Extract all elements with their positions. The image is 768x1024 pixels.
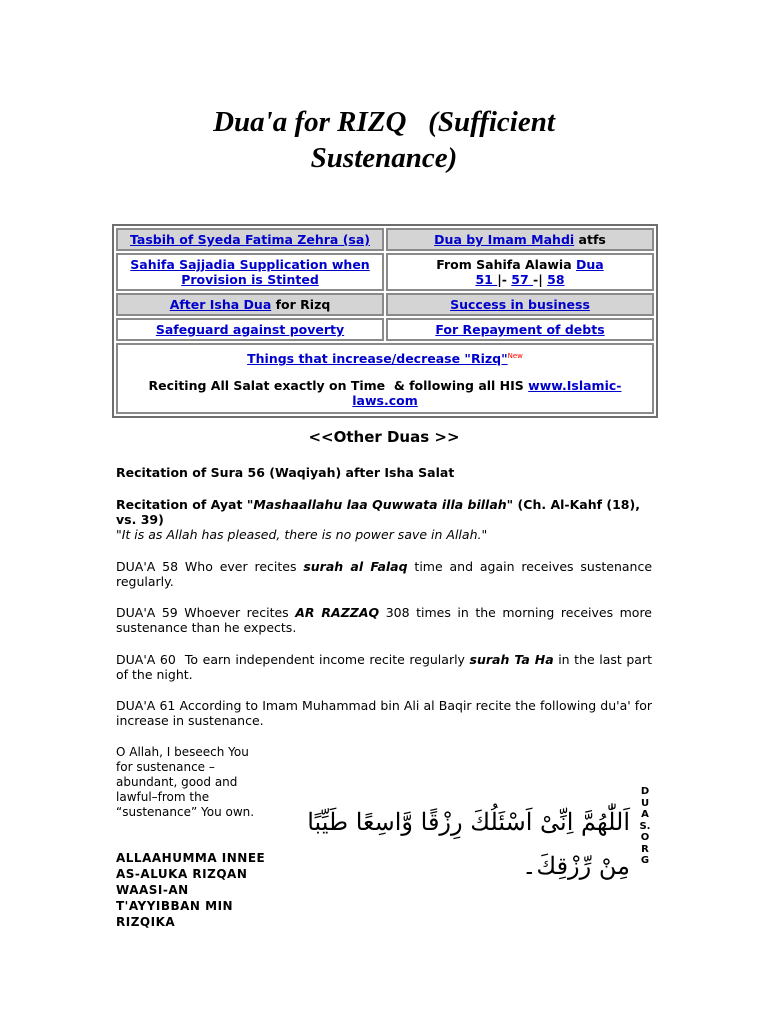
dua-59 xyxy=(116,605,652,635)
page-title-line2: Sustenance) xyxy=(310,142,458,174)
dua-58-text-a: DUA'A 58 Who ever recites xyxy=(116,559,304,574)
dua-58 xyxy=(116,559,652,589)
repayment-debts-link[interactable]: For Repayment of debts xyxy=(435,322,605,337)
separator-2: -| xyxy=(533,272,548,287)
dua-59-text-c: 308 times in the morning receives more sustenance than he expects. xyxy=(116,605,653,635)
safeguard-poverty-link[interactable]: Safeguard against poverty xyxy=(155,322,345,337)
links-table xyxy=(112,224,658,418)
sahifa-sajjadia-link[interactable]: Sahifa Sajjadia Supplication when Provision is Stinted xyxy=(130,257,370,287)
after-isha-dua-link[interactable]: After Isha Dua xyxy=(169,297,272,312)
links-cell-sahifa-alawia xyxy=(386,253,654,291)
dua-59-text-a: DUA'A 59 Whoever recites xyxy=(116,605,296,620)
dua-57-link[interactable]: 57 xyxy=(511,272,534,287)
dua-58-link[interactable]: 58 xyxy=(547,272,565,287)
dua-60-text-c: in the last part of the night. xyxy=(116,652,652,682)
new-badge: New xyxy=(507,352,523,360)
islamic-laws-link[interactable]: www.Islamic-laws.com xyxy=(352,378,622,409)
page-title-line1: Dua'a for RIZQ (Sufficient xyxy=(213,106,555,138)
ayat-translation: "It is as Allah has pleased, there is no power save in Allah." xyxy=(116,527,488,542)
links-cell-success xyxy=(386,293,654,316)
dua-imam-mahdi-link[interactable]: Dua by Imam Mahdi xyxy=(434,232,575,247)
dua-51-link[interactable]: 51 xyxy=(475,272,498,287)
dua-60 xyxy=(116,652,652,682)
links-cell-imam-mahdi xyxy=(386,228,654,251)
other-duas-heading: <<Other Duas >> xyxy=(308,428,460,446)
links-cell-sahifa-sajjadia xyxy=(116,253,384,291)
arabic-dua-text: اَللّٰهُمَّ اِنِّىْ اَسْئَلُكَ رِزْقًا وَّاسِعًا طَيِّبًا مِنْ رِّزْقِكَ۔ xyxy=(307,808,630,880)
dua-transliteration: ALLAAHUMMA INNEE AS-ALUKA RIZQAN WAASI-AN T'AYYIBBAN MIN RIZQIKA xyxy=(116,851,266,929)
dua-59-name: AR RAZZAQ xyxy=(295,605,380,620)
increase-decrease-rizq-link[interactable]: Things that increase/decrease "Rizq" xyxy=(247,351,508,367)
dua-60-surah: surah Ta Ha xyxy=(469,652,554,667)
salat-on-time-text: Reciting All Salat exactly on Time & following all HIS xyxy=(148,378,529,394)
dua-61: DUA'A 61 According to Imam Muhammad bin Ali al Baqir recite the following du'a' for increase in sustenance. xyxy=(116,698,652,728)
separator-1: |- xyxy=(497,272,512,287)
dua-60-text-a: DUA'A 60 To earn independent income recite regularly xyxy=(116,652,470,667)
links-cell-rizq-info xyxy=(116,343,654,414)
links-cell-tasbih xyxy=(116,228,384,251)
links-cell-repayment xyxy=(386,318,654,341)
ayat-recitation xyxy=(116,497,652,542)
page-title xyxy=(0,104,768,176)
links-cell-safeguard xyxy=(116,318,384,341)
sura56-recitation: Recitation of Sura 56 (Waqiyah) after Isha Salat xyxy=(116,465,455,480)
sahifa-alawia-dua-link[interactable]: Dua xyxy=(576,257,604,272)
duas-org-logo: DUAS.ORG xyxy=(639,786,651,866)
ayat-quote: "Mashaallahu laa Quwwata illa billah" xyxy=(246,497,514,512)
links-cell-after-isha xyxy=(116,293,384,316)
success-in-business-link[interactable]: Success in business xyxy=(450,297,590,312)
ayat-suffix: (Ch. Al-Kahf (18), vs. 39) xyxy=(116,497,640,527)
atfs-text: atfs xyxy=(574,232,606,247)
dua-58-text-c: time and again receives sustenance regularly. xyxy=(116,559,653,589)
ayat-prefix: Recitation of Ayat xyxy=(116,497,247,512)
tasbih-link[interactable]: Tasbih of Syeda Fatima Zehra (sa) xyxy=(129,232,371,247)
dua-58-surah: surah al Falaq xyxy=(303,559,408,574)
sahifa-alawia-text: From Sahifa Alawia xyxy=(436,257,576,272)
for-rizq-text: for Rizq xyxy=(271,297,331,312)
dua-translation: O Allah, I beseech You for sustenance – abundant, good and lawful–from the “sustenance” You own. xyxy=(116,745,255,819)
